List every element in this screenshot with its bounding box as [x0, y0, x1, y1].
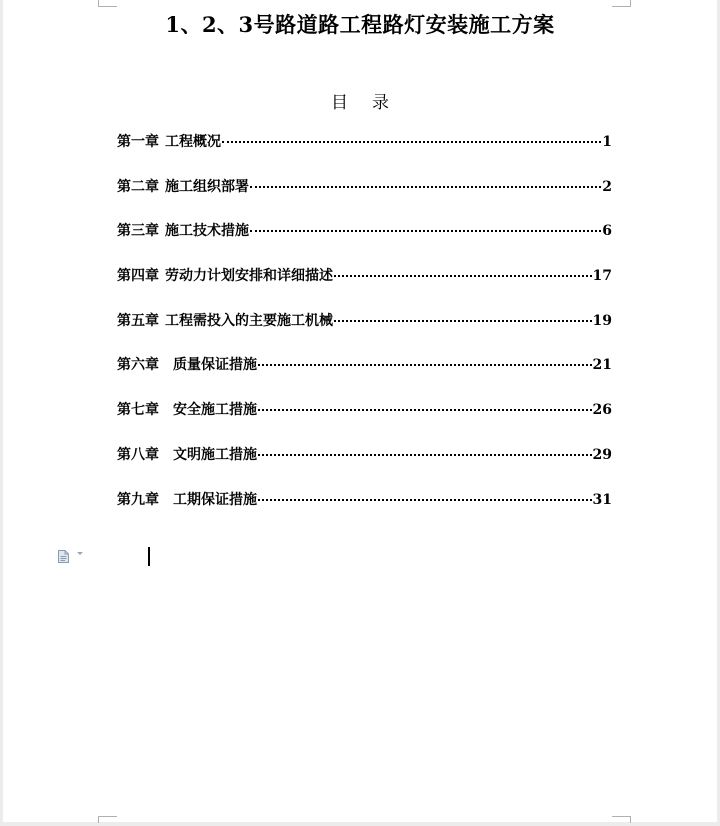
- toc-chapter-title: 工程概况: [165, 134, 221, 150]
- toc-dot-leader: [258, 499, 592, 501]
- toc-chapter-title: 质量保证措施: [173, 357, 257, 374]
- toc-page-number: 26: [592, 402, 612, 419]
- toc-dot-leader: [258, 409, 592, 411]
- margin-corner-top-left: [98, 0, 117, 7]
- toc-entry[interactable]: [117, 131, 612, 176]
- margin-corner-top-right: [612, 0, 631, 7]
- toc-chapter-number: 第二章: [117, 178, 159, 195]
- toc-entry[interactable]: [117, 354, 612, 399]
- document-page: [3, 0, 717, 822]
- toc-dot-leader: [258, 364, 592, 366]
- toc-chapter-title: 施工技术措施: [165, 223, 249, 240]
- toc-page-number: 31: [592, 491, 612, 508]
- toc-chapter-title: 安全施工措施: [173, 402, 257, 419]
- toc-page-number: 17: [592, 268, 612, 285]
- document-title: 1、2、3号路道路工程路灯安装施工方案: [165, 12, 555, 37]
- toc-chapter-title: 工期保证措施: [173, 491, 257, 508]
- toc-page-number: 21: [592, 357, 612, 374]
- toc-chapter-number: 第七章: [117, 402, 159, 419]
- toc-page-number: 29: [592, 446, 612, 463]
- toc-dot-leader: [250, 186, 601, 188]
- toc-chapter-number: 第九章: [117, 491, 159, 508]
- toc-entry[interactable]: [117, 444, 612, 489]
- toc-heading: 目录: [331, 93, 413, 113]
- table-of-contents: [117, 131, 612, 533]
- toc-dot-leader: [250, 230, 601, 232]
- toc-dot-leader: [334, 275, 592, 277]
- toc-entry[interactable]: [117, 399, 612, 444]
- toc-chapter-number: 第三章: [117, 223, 159, 240]
- margin-corner-bottom-left: [98, 816, 117, 823]
- toc-entry[interactable]: [117, 220, 612, 265]
- toc-chapter-number: 第六章: [117, 357, 159, 374]
- toc-chapter-number: 第四章: [117, 268, 159, 285]
- toc-entry[interactable]: [117, 265, 612, 310]
- toc-entry[interactable]: [117, 310, 612, 355]
- toc-page-number: 2: [602, 178, 612, 195]
- toc-entry[interactable]: [117, 489, 612, 534]
- toc-dot-leader: [222, 141, 601, 143]
- toc-chapter-title: 工程需投入的主要施工机械: [165, 312, 333, 329]
- margin-corner-bottom-right: [612, 816, 631, 823]
- toc-chapter-number: 第一章: [117, 134, 159, 150]
- chevron-down-icon[interactable]: [77, 552, 83, 555]
- toc-entry[interactable]: [117, 176, 612, 221]
- toc-dot-leader: [258, 454, 592, 456]
- toc-page-number: 1: [602, 134, 612, 150]
- toc-chapter-title: 劳动力计划安排和详细描述: [165, 268, 333, 285]
- toc-chapter-number: 第八章: [117, 446, 159, 463]
- toc-chapter-number: 第五章: [117, 312, 159, 329]
- toc-page-number: 6: [602, 223, 612, 240]
- toc-chapter-title: 文明施工措施: [173, 446, 257, 463]
- text-cursor: [148, 547, 150, 566]
- document-icon[interactable]: [58, 548, 69, 561]
- toc-page-number: 19: [592, 312, 612, 329]
- toc-dot-leader: [334, 320, 592, 322]
- toc-chapter-title: 施工组织部署: [165, 178, 249, 195]
